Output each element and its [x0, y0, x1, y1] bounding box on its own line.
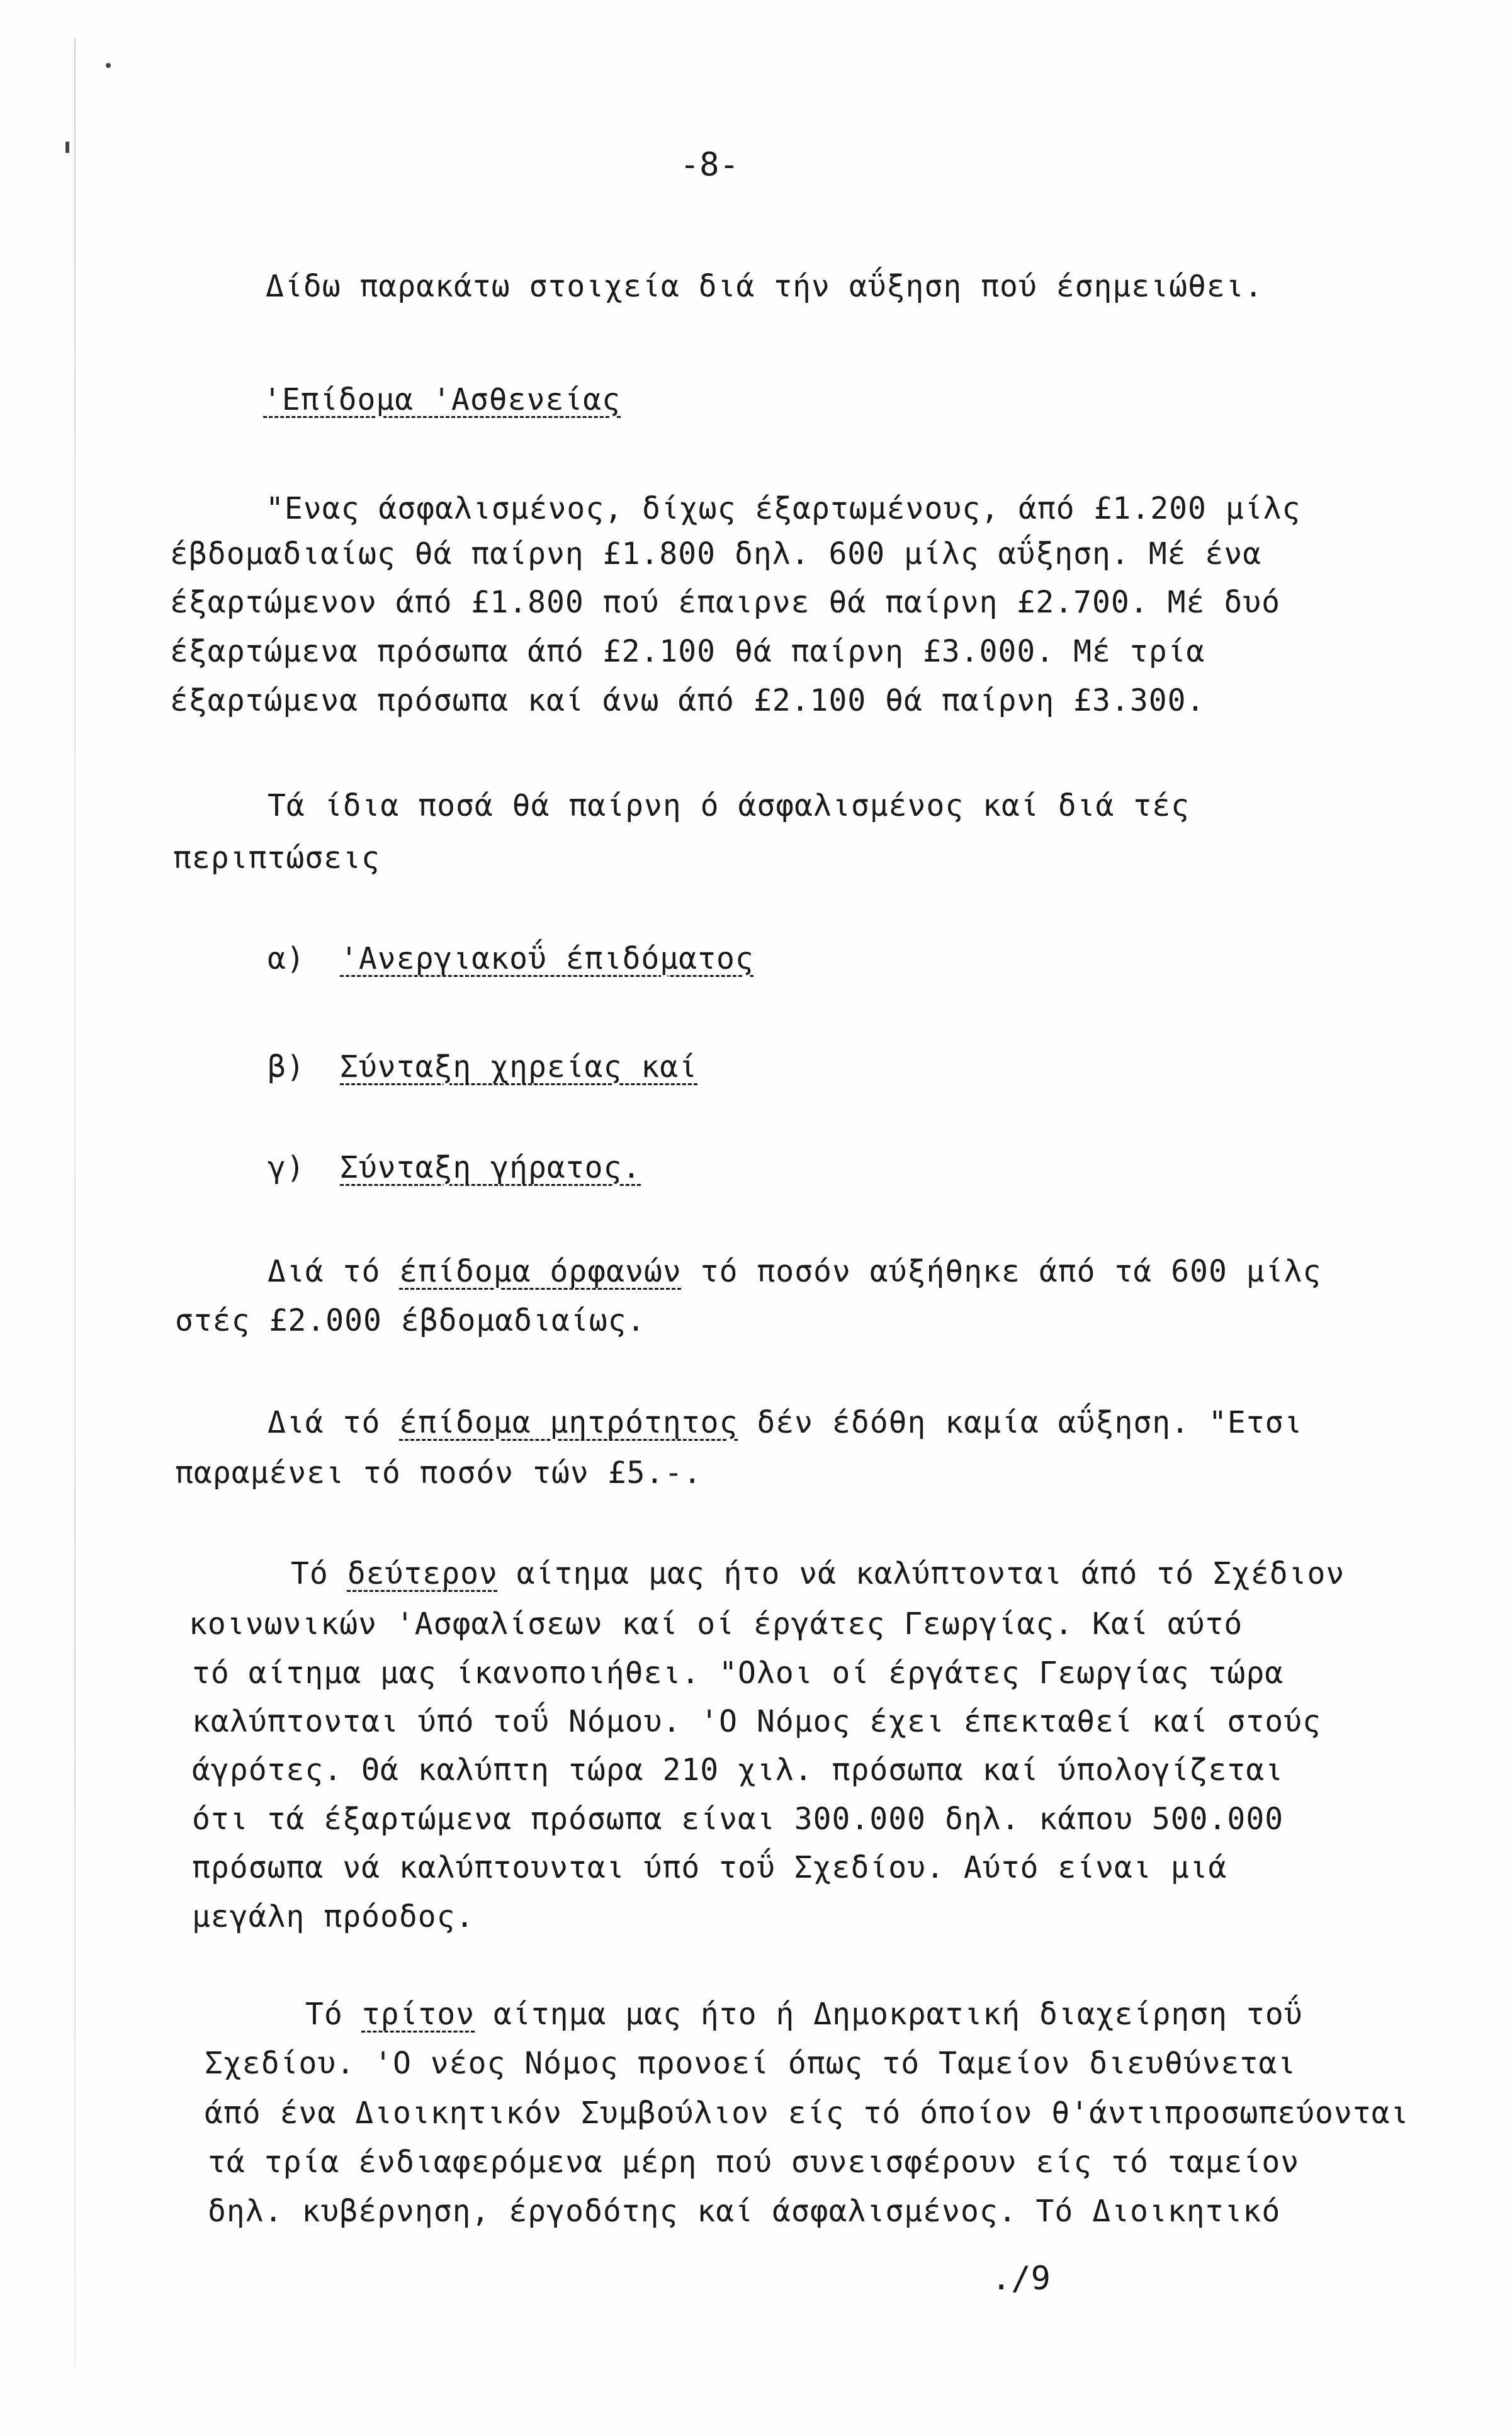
text-segment: αίτημα μας ήτο νά καλύπτονται άπό τό Σχέδιον — [497, 1556, 1345, 1591]
list-marker: β) — [268, 1049, 305, 1085]
text-line: πρόσωπα νά καλύπτουνται ύπό τοΰ Σχεδίου. Αύτό είναι μιά — [192, 1850, 1227, 1885]
text-line: στές £2.000 έβδομαδιαίως. — [175, 1303, 646, 1338]
text-segment: Διά τό — [268, 1405, 400, 1440]
underlined-term: δεύτερον — [347, 1556, 498, 1591]
text-line: άπό ένα Διοικητικόν Συμβούλιον είς τό όποίον θ'άντιπροσωπεύονται — [205, 2095, 1409, 2131]
text-segment: Τό — [305, 1997, 362, 2032]
text-line — [268, 1404, 1302, 1441]
text-segment: Διά τό — [268, 1254, 400, 1289]
text-line: καλύπτονται ύπό τοΰ Νόμου. 'Ο Νόμος έχει έπεκταθεί καί στούς — [192, 1704, 1321, 1739]
text-line: έξαρτώμενα πρόσωπα άπό £2.100 θά παίρνη £3.000. Μέ τρία — [170, 634, 1205, 669]
underlined-term: τρίτον — [361, 1997, 475, 2032]
text-line — [268, 1253, 1321, 1290]
text-segment: δέν έδόθη καμία αΰξηση. "Ετσι — [738, 1405, 1303, 1440]
margin-line — [74, 38, 76, 2367]
text-segment: Τό — [291, 1556, 347, 1591]
text-line: Τά ίδια ποσά θά παίρνη ό άσφαλισμένος καί διά τές — [268, 788, 1190, 823]
text-line: μεγάλη πρόοδος. — [192, 1899, 475, 1934]
text-line: παραμένει τό ποσόν τών £5.-. — [175, 1455, 702, 1491]
text-line: άγρότες. Θά καλύπτη τώρα 210 χιλ. πρόσωπα καί ύπολογίζεται — [192, 1752, 1284, 1788]
text-line: έξαρτώμενα πρόσωπα καί άνω άπό £2.100 θά παίρνη £3.300. — [170, 683, 1205, 718]
underlined-term: έπίδομα όρφανών — [399, 1254, 682, 1289]
text-line: κοινωνικών 'Ασφαλίσεων καί οί έργάτες Γεωργίας. Καί αύτό — [189, 1606, 1243, 1642]
text-line: ότι τά έξαρτώμενα πρόσωπα είναι 300.000 δηλ. κάπου 500.000 — [192, 1802, 1284, 1837]
text-segment: αίτημα μας ήτο ή Δημοκρατική διαχείρηση τοΰ — [475, 1997, 1303, 2032]
text-line — [291, 1555, 1345, 1593]
text-line: Σχεδίου. 'Ο νέος Νόμος προνοεί όπως τό Ταμείον διευθύνεται — [205, 2046, 1297, 2081]
margin-tick — [106, 63, 111, 68]
section-heading: 'Επίδομα 'Ασθενείας — [263, 382, 621, 417]
underlined-term: έπίδομα μητρότητος — [399, 1405, 738, 1440]
next-page-marker: ./9 — [991, 2260, 1051, 2298]
text-line: τά τρία ένδιαφερόμενα μέρη πού συνεισφέρουν είς τό ταμείον — [208, 2145, 1300, 2180]
text-line: περιπτώσεις — [173, 840, 380, 876]
list-item: Σύνταξη χηρείας καί — [340, 1049, 698, 1085]
text-line: δηλ. κυβέρνηση, έργοδότης καί άσφαλισμένος. Τό Διοικητικό — [208, 2194, 1281, 2229]
text-line: έξαρτώμενον άπό £1.800 πού έπαιρνε θά παίρνη £2.700. Μέ δυό — [170, 585, 1281, 620]
list-item: 'Ανεργιακοΰ έπιδόματος — [340, 941, 754, 976]
text-line — [305, 1995, 1303, 2033]
margin-tick — [65, 142, 69, 153]
text-line: "Ενας άσφαλισμένος, δίχως έξαρτωμένους, άπό £1.200 μίλς — [266, 491, 1301, 526]
text-line: τό αίτημα μας ίκανοποιήθει. "Ολοι οί έργάτες Γεωργίας τώρα — [192, 1655, 1284, 1691]
list-marker: α) — [268, 941, 305, 976]
list-item: Σύνταξη γήρατος. — [340, 1150, 641, 1185]
page-number: -8- — [680, 146, 739, 184]
list-marker: γ) — [268, 1150, 305, 1185]
text-line: έβδομαδιαίως θά παίρνη £1.800 δηλ. 600 μίλς αΰξηση. Μέ ένα — [170, 536, 1262, 572]
text-segment: τό ποσόν αύξήθηκε άπό τά 600 μίλς — [681, 1254, 1322, 1289]
intro-line: Δίδω παρακάτω στοιχεία διά τήν αΰξηση πού έσημειώθει. — [266, 269, 1263, 304]
